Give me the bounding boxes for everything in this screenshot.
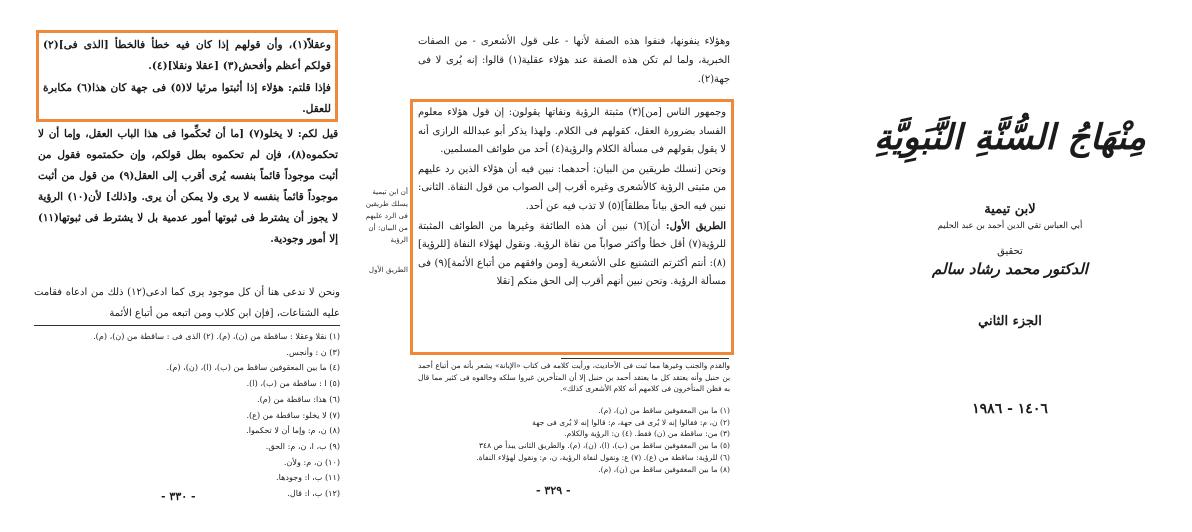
tahqiq-label: تحقيق xyxy=(997,246,1023,257)
footnote: (٦) هذا: ساقطة من (م). xyxy=(257,393,340,404)
left-footnotes xyxy=(34,329,340,502)
page-number: - ٣٣٠ - xyxy=(161,490,196,503)
continued-footnote: والقدم والجنب وغيرها مما ثبت فى الأحاديث، ورأيت كلامه فى كتاب «الإبانة» يشعر بأنه من أتباع أحمد بن حنبل وأنه يعتقد كل ما يعتقد أحمد بن حنبل إلا أن المتأخرين غيروا سلكه وخالفوه فى كثير مما قال به فظن المتأخرون فى كلامهم أنه كلام الأشعرى كذلك». xyxy=(418,361,730,393)
footnote: (٨) ما بين المعقوفين ساقط من (ن)، (م). xyxy=(598,464,730,474)
footnote: (٣) ن : وأنجس. xyxy=(286,346,340,357)
footnote: (٥) ا : ساقطة من (ب)، (ا). xyxy=(246,378,340,389)
left-highlight-line-2: فإذا قلتم: هؤلاء إذا أثبتوا مرئيا لا(٥) فى جهة كان هذا(٦) مكابرة للعقل. xyxy=(43,82,331,115)
publication-year: ١٤٠٦ - ١٩٨٦ xyxy=(972,401,1048,417)
footnote: (١) نقلا وعقلا : ساقطة من (ن)، (م). (٢) الذى فى : ساقطة من (ن)، (م). xyxy=(93,331,340,341)
highlight-paragraph: أن](٦) نبين أن هذه الطائفة وغيرها من الطوائف المثبتة للرؤية(٧) أقل خطأ وأكثر صواباً من نفاة الرؤية. ونقول لهؤلاء النفاة [للرؤية](٨): أنتم أكثرتم التشنيع على الأشعرية [ومن وافقهم من أتباع الأئمة](٩) فى مسألة الرؤية. ونحن نبين أنهم أقرب إلى الحق منكم [نقلا xyxy=(418,220,727,288)
page-number: - ٣٢٩ - xyxy=(536,484,571,497)
section-subheading: الطريق الأول: xyxy=(665,220,726,232)
left-highlight-box xyxy=(36,30,338,122)
margin-note: الطريق الأول xyxy=(368,265,408,274)
left-page xyxy=(26,26,344,506)
middle-highlight-box xyxy=(410,99,734,355)
footnote: (٢) ن، م: فقالوا إنه لا يُرى فى جهة، م: قالوا إنه لا يُرى فى جهة xyxy=(532,417,730,427)
footnote: (٣) من: ساقطة من (ن) فقط. (٤) ن: الرؤية والكلام. xyxy=(564,429,730,439)
left-body-paragraph: قيل لكم: لا يخلو(٧) [ما أن تُحكِّموا فى هذا الباب العقل، وإما أن لا تحكموه(٨)، فإن لم تحكموه بطل قولكم، وإن حكمتموه فقول من أثبت موجوداً قائماً بنفسه يُرى أقرب إلى العقل(٩) من قول من أثبت موجوداً قائماً بنفسه لا يرى ولا يمكن أن يرى. و[ذلك] لأن(١٠) الرؤية لا يجوز أن يشترط فى ثبوتها أمور عدمية بل لا يشترط فى ثبوتها(١١) إلا أمور وجودية. xyxy=(38,128,339,245)
author-full-name: أبي العباس تقي الدين أحمد بن عبد الحليم xyxy=(937,220,1083,230)
margin-notes xyxy=(356,186,408,276)
highlight-paragraph: ونحن [نسلك طريقين من البيان: أحدهما: نبين فيه أن هؤلاء الذين رد عليهم من مثبتى الرؤية كالأشعرى وغيره أقرب إلى الصواب من قول النفاة. الثانى: نبين فيه الحق بياناً مطلقاً](٥) لا تذب فيه عن أحد. xyxy=(418,163,726,212)
footnote: (٩) ب، ا، ن، م: الحق. xyxy=(265,440,340,451)
footnote-divider xyxy=(34,325,340,326)
left-second-paragraph: ونحن لا ندعى هنا أن كل موجود يرى كما ادعى(١٢) ذلك من ادعاه فقامت عليه الشناعات، [فإن ابن كلاب ومن اتبعه من أتباع الأئمة xyxy=(34,287,341,319)
author-name: لابن تيمية xyxy=(984,202,1036,217)
middle-top-paragraph: وهؤلاء ينفونها، فنفوا هذه الصفة لأنها - على قول الأشعرى - من الصفات الخبرية، ولما لم تكن هذه الصفة عند هؤلاء عقلية(١) قالوا: إنه يُرى لا فى جهة(٢). xyxy=(418,36,730,85)
left-highlight-line-1: وعقلاً(١)، وأن قولهم إذا كان فيه خطأ فالخطأ [الذى فى](٢) قولكم أعظم وأفحش(٣) [عقلا ونقلا](٤). xyxy=(43,39,331,72)
volume-label: الجزء الثاني xyxy=(978,314,1042,329)
footnote: (٥) ما بين المعقوفين ساقط من (ب)، (ا)، (ن)، (م). والطريق الثانى يبدأ ص ٣٤٨ xyxy=(478,441,730,451)
book-title: مِنْهَاجُ السُّنَّةِ النَّبَوِيَّةِ xyxy=(873,117,1147,158)
middle-page xyxy=(356,26,746,506)
footnote: (١٢) ب، ا: قال. xyxy=(287,488,340,499)
footnote: (١٠) ن، م: ولأن. xyxy=(283,456,340,467)
footnote-divider xyxy=(561,358,729,359)
footnote: (٧) لا يخلو: ساقطة من (ع). xyxy=(246,409,340,420)
footnote: (١١) ب، ا: وجودها. xyxy=(276,472,340,483)
highlight-paragraph: وجمهور الناس [من](٣) مثبتة الرؤية ونفاتها يقولون: إن قول هؤلاء معلوم الفساد بضرورة العقل، كقولهم فى الكلام. ولهذا يذكر أبو عبدالله الرازى أنه لا يقول بقولهم فى مسألة الكلام والرؤية(٤) أحد من طوائف المسلمين. xyxy=(418,107,726,156)
editor-name: الدكتور محمد رشاد سالم xyxy=(932,260,1088,278)
footnote: (٨) ن، م: وإما أن لا تحكموا. xyxy=(246,425,340,436)
footnote: (٦) للرؤية: ساقطة من (ع). (٧) ع: ونقول لنفاة الرؤية، ن، م: ونقول لهؤلاء النفاة. xyxy=(476,452,730,462)
middle-footnotes xyxy=(418,405,730,475)
footnote: (١) ما بين المعقوفين ساقط من (ن)، (م). xyxy=(598,406,730,415)
margin-note: أن ابن تيمية يسلك طريقين فى الرد عليهم من البيان: أن الرؤية xyxy=(365,187,408,244)
footnote: (٤) ما بين المعقوفين ساقط من (ب)، (ا)، (ن)، (م). xyxy=(166,362,340,373)
cover-page xyxy=(850,20,1170,500)
